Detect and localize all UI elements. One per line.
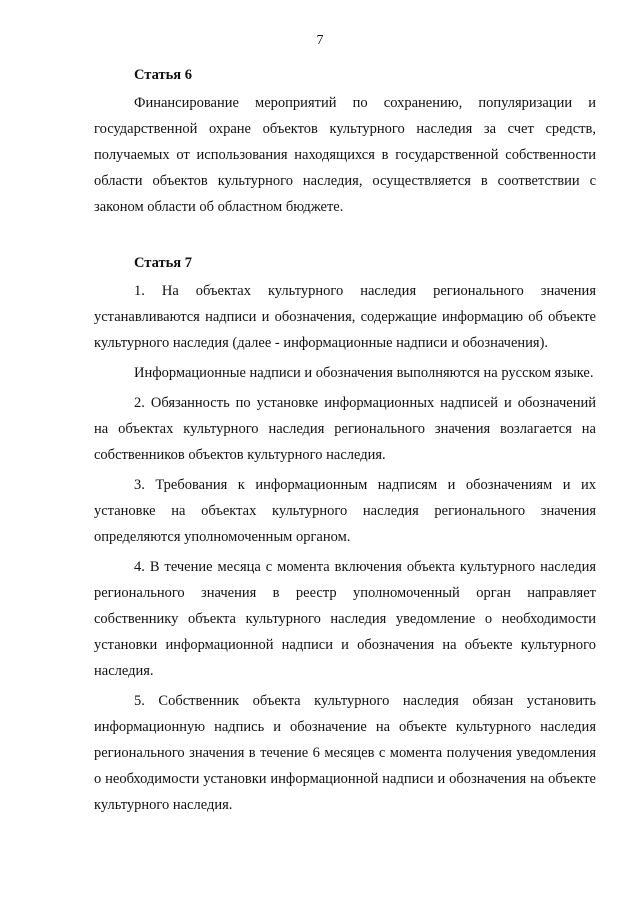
page-number: 7 [316, 33, 324, 48]
article-6-heading: Статья 6 [134, 67, 192, 83]
article-7-paragraph-2: Информационные надписи и обозначения выполняются на русском языке. [134, 365, 594, 381]
article-7-paragraph-4: 3. Требования к информационным надписям и обозначениям и их установке на объектах культурного наследия регионального значения определяются уполномоченным органом. [94, 477, 596, 545]
article-7-paragraph-6: 5. Собственник объекта культурного наследия обязан установить информационную надпись и обозначение на объекте культурного наследия регионального значения в течение 6 месяцев с момента получения уведомления о необходимости установки информационной надписи и обозначения на объекте культурного наследия. [94, 693, 596, 813]
article-7-paragraph-3: 2. Обязанность по установке информационных надписей и обозначений на объектах культурного наследия регионального значения возлагается на собственников объектов культурного наследия. [94, 395, 596, 463]
article-6-paragraph-1: Финансирование мероприятий по сохранению, популяризации и государственной охране объектов культурного наследия за счет средств, получаемых от использования находящихся в государственной собственности области объектов культурного наследия, осуществляется в соответствии с законом области об областном бюджете. [94, 95, 596, 215]
article-7-paragraph-5: 4. В течение месяца с момента включения объекта культурного наследия регионального значения в реестр уполномоченный орган направляет собственнику объекта культурного наследия уведомление о необходимости установки информационной надписи и обозначения на объекте культурного наследия. [94, 559, 596, 679]
article-7-paragraph-1: 1. На объектах культурного наследия регионального значения устанавливаются надписи и обозначения, содержащие информацию об объекте культурного наследия (далее - информационные надписи и обозначения). [94, 283, 596, 351]
document-body [94, 62, 596, 818]
article-7-heading: Статья 7 [134, 255, 192, 271]
